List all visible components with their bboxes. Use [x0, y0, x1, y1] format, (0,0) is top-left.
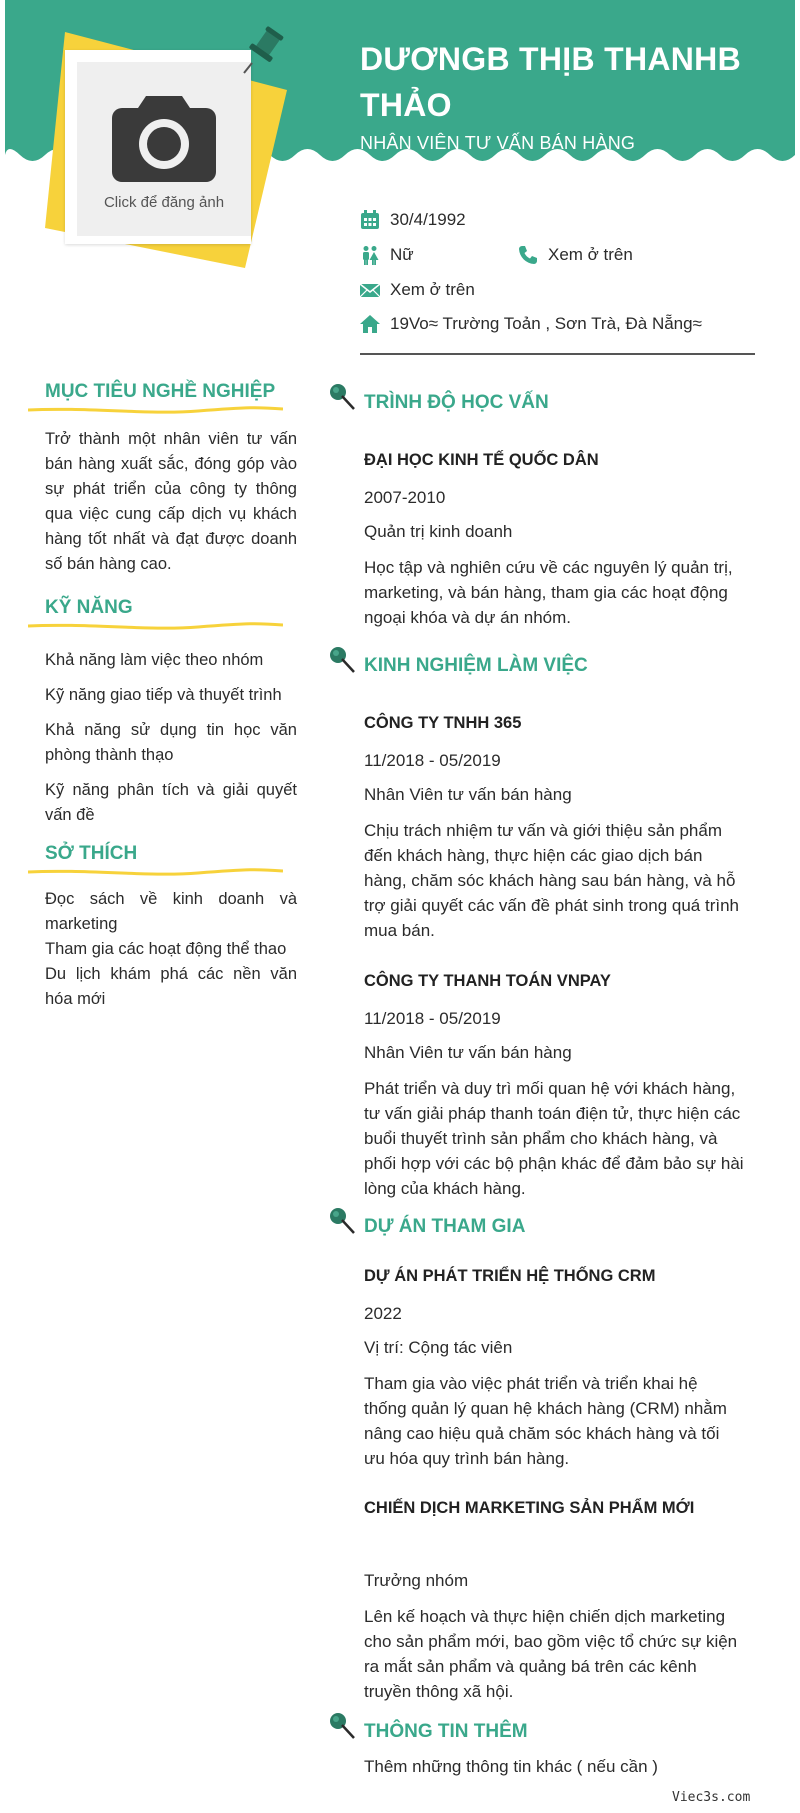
candidate-name[interactable]: DƯƠNGB THỊB THANHB THẢO	[360, 41, 741, 123]
gender-icon	[360, 245, 380, 265]
project-description[interactable]: Lên kế hoạch và thực hiện chiến dịch marketing cho sản phẩm mới, bao gồm việc tổ chức sự kiện ra mắt sản phẩm và quảng bá trên các kênh truyền thông xã hội.	[364, 1607, 738, 1701]
education-period[interactable]: 2007-2010	[364, 488, 446, 507]
photo-frame[interactable]	[65, 50, 251, 244]
hobby-item[interactable]: Du lịch khám phá các nền văn hóa mới	[45, 965, 297, 1008]
additional-heading[interactable]: THÔNG TIN THÊM	[364, 1721, 528, 1742]
wavy-divider	[28, 866, 283, 880]
job-description[interactable]: Phát triển và duy trì mối quan hệ với khách hàng, tư vấn giải pháp thanh toán điện tử, thực hiện các buổi thuyết trình sản phẩm cho khách hàng, và phối hợp với các bộ phận khác để đảm bảo sự hài lòng của khách hàng.	[364, 1079, 744, 1198]
education-description[interactable]: Học tập và nghiên cứu về các nguyên lý quản trị, marketing, và bán hàng, tham gia các hoạt động ngoại khóa và dự án nhóm.	[364, 558, 733, 627]
hobby-item[interactable]: Tham gia các hoạt động thể thao	[45, 940, 287, 958]
contact-phone[interactable]	[518, 245, 633, 265]
contact-birthday[interactable]	[360, 210, 466, 230]
phone-icon	[518, 245, 538, 265]
watermark: Viec3s.com	[672, 1790, 751, 1805]
avatar[interactable]	[45, 20, 295, 280]
contact-email[interactable]	[360, 280, 475, 300]
pushpin-icon	[328, 382, 356, 412]
additional-text[interactable]: Thêm những thông tin khác ( nếu cần )	[364, 1757, 658, 1776]
home-icon	[360, 314, 380, 334]
job-period[interactable]: 11/2018 - 05/2019	[364, 751, 501, 770]
skill-item[interactable]: Khả năng làm việc theo nhóm	[45, 651, 264, 669]
project-name[interactable]: CHIẾN DỊCH MARKETING SẢN PHẨM MỚI	[364, 1499, 695, 1517]
pushpin-icon	[328, 645, 356, 675]
skills-heading[interactable]: KỸ NĂNG	[45, 597, 133, 618]
pushpin-icon	[240, 25, 290, 75]
birthday-value: 30/4/1992	[390, 210, 466, 229]
wavy-divider	[28, 404, 283, 418]
projects-heading[interactable]: DỰ ÁN THAM GIA	[364, 1216, 526, 1237]
camera-icon	[112, 92, 216, 182]
objective-text[interactable]: Trở thành một nhân viên tư vấn bán hàng xuất sắc, đóng góp vào sự phát triển của công ty thông qua việc cung cấp dịch vụ khách hàng tốt nhất và đạt được doanh số bán hàng cao.	[45, 430, 297, 573]
project-role[interactable]: Vị trí: Cộng tác viên	[364, 1338, 513, 1357]
email-value: Xem ở trên	[390, 280, 475, 299]
address-value: 19Vo≈ Trường Toản , Sơn Trà, Đà Nẵng≈	[390, 314, 702, 333]
experience-heading[interactable]: KINH NGHIỆM LÀM VIỆC	[364, 655, 588, 676]
job-position[interactable]: NHÂN VIÊN TƯ VẤN BÁN HÀNG	[360, 133, 636, 153]
contact-gender[interactable]	[360, 245, 414, 265]
email-icon	[360, 280, 380, 300]
company-name[interactable]: CÔNG TY TNHH 365	[364, 714, 522, 732]
hobby-item[interactable]: Đọc sách về kinh doanh và marketing	[45, 890, 297, 933]
phone-value: Xem ở trên	[548, 245, 633, 264]
pushpin-icon	[328, 1206, 356, 1236]
contact-divider	[360, 353, 755, 355]
skill-item[interactable]: Kỹ năng giao tiếp và thuyết trình	[45, 686, 282, 704]
project-name[interactable]: DỰ ÁN PHÁT TRIỂN HỆ THỐNG CRM	[364, 1267, 656, 1285]
project-period[interactable]: 2022	[364, 1304, 402, 1323]
objective-heading[interactable]: MỤC TIÊU NGHỀ NGHIỆP	[45, 381, 276, 402]
job-role[interactable]: Nhân Viên tư vấn bán hàng	[364, 785, 572, 804]
project-role[interactable]: Trưởng nhóm	[364, 1571, 469, 1590]
gender-value: Nữ	[390, 245, 414, 264]
photo-placeholder[interactable]	[77, 62, 251, 236]
education-heading[interactable]: TRÌNH ĐỘ HỌC VẤN	[364, 392, 549, 413]
education-major[interactable]: Quản trị kinh doanh	[364, 522, 513, 541]
job-role[interactable]: Nhân Viên tư vấn bán hàng	[364, 1043, 572, 1062]
job-description[interactable]: Chịu trách nhiệm tư vấn và giới thiệu sản phẩm đến khách hàng, thực hiện các giao dịch bán hàng, chăm sóc khách hàng sau bán hàng, và hỗ trợ giải quyết các vấn đề phát sinh trong quá trình mua bán.	[364, 821, 739, 940]
calendar-icon	[360, 210, 380, 230]
pushpin-icon	[328, 1711, 356, 1741]
company-name[interactable]: CÔNG TY THANH TOÁN VNPAY	[364, 972, 611, 990]
job-period[interactable]: 11/2018 - 05/2019	[364, 1009, 501, 1028]
skill-item[interactable]: Khả năng sử dụng tin học văn phòng thành thạo	[45, 721, 297, 764]
school-name[interactable]: ĐẠI HỌC KINH TẾ QUỐC DÂN	[364, 451, 599, 469]
skill-item[interactable]: Kỹ năng phân tích và giải quyết vấn đề	[45, 781, 297, 824]
contact-address[interactable]	[360, 314, 702, 334]
hobbies-heading[interactable]: SỞ THÍCH	[45, 843, 138, 864]
wavy-divider	[28, 620, 283, 634]
photo-caption: Click để đăng ảnh	[103, 194, 225, 211]
project-description[interactable]: Tham gia vào việc phát triển và triển khai hệ thống quản lý quan hệ khách hàng (CRM) nhằm nâng cao hiệu quả chăm sóc khách hàng và tối ưu hóa quy trình bán hàng.	[364, 1374, 727, 1468]
